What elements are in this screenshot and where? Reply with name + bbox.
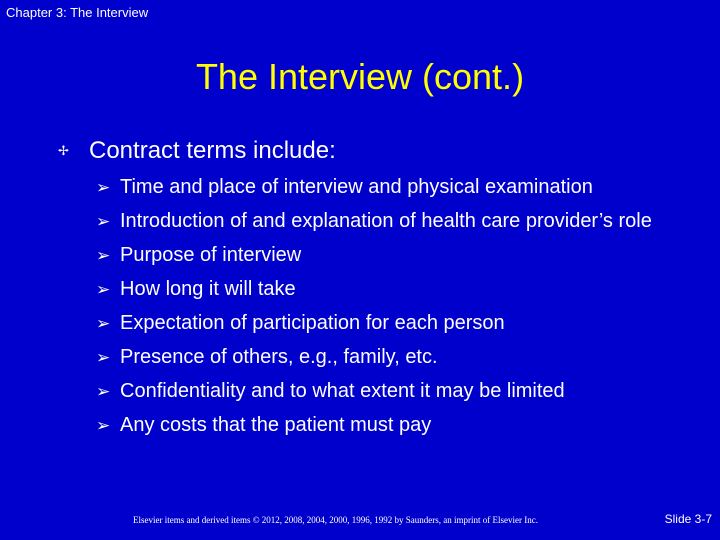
list-item-text: Confidentiality and to what extent it may be limited [120,380,565,402]
main-bullet-label: Contract terms include: [89,137,336,164]
list-item-text: Expectation of participation for each person [120,312,505,334]
list-item-text: Time and place of interview and physical examination [120,176,593,198]
chapter-label: Chapter 3: The Interview [6,5,149,20]
main-bullet [58,137,336,165]
sparkle-icon: ✢ [58,143,69,158]
list-item [96,310,676,337]
contract-terms-list [96,174,676,446]
arrow-bullet-icon: ➢ [96,280,111,299]
list-item [96,378,676,405]
list-item [96,242,676,269]
list-item-text: Presence of others, e.g., family, etc. [120,346,438,368]
arrow-bullet-icon: ➢ [96,212,111,231]
list-item-text: Introduction of and explanation of health care provider’s role [120,210,652,232]
arrow-bullet-icon: ➢ [96,246,111,265]
list-item [96,174,676,201]
list-item-text: Purpose of interview [120,244,302,266]
list-item-text: Any costs that the patient must pay [120,414,432,436]
arrow-bullet-icon: ➢ [96,178,111,197]
list-item-text: How long it will take [120,278,296,300]
slide-number: Slide 3-7 [664,512,712,526]
arrow-bullet-icon: ➢ [96,348,111,367]
list-item [96,412,676,439]
list-item [96,208,676,235]
list-item [96,276,676,303]
copyright-footer: Elsevier items and derived items © 2012, 2008, 2004, 2000, 1996, 1992 by Saunders, an imprint of Elsevier Inc. [133,515,539,525]
arrow-bullet-icon: ➢ [96,416,111,435]
list-item [96,344,676,371]
slide-title: The Interview (cont.) [195,56,525,97]
arrow-bullet-icon: ➢ [96,382,111,401]
arrow-bullet-icon: ➢ [96,314,111,333]
